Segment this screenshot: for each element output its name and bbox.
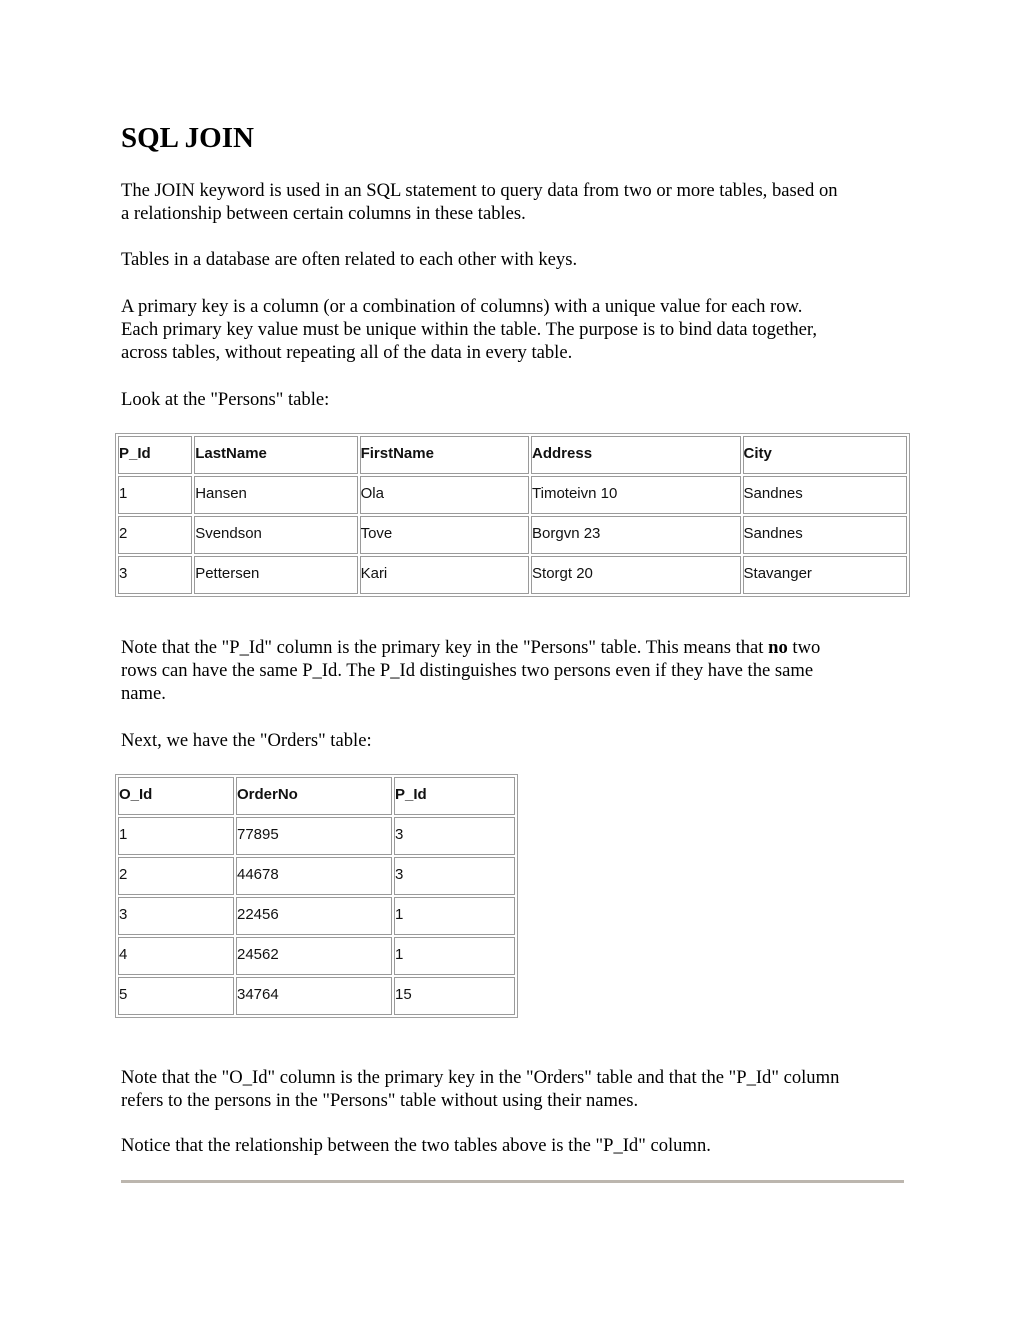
table-cell: 1: [394, 937, 515, 975]
table-row: [118, 937, 515, 975]
table-cell: Sandnes: [743, 516, 907, 554]
header-cell: FirstName: [360, 436, 529, 474]
header-cell: Address: [531, 436, 741, 474]
note-persons-line-1: [121, 636, 820, 659]
table-row: [118, 476, 907, 514]
look-persons-paragraph: Look at the "Persons" table:: [121, 389, 330, 410]
table-cell: Borgvn 23: [531, 516, 741, 554]
note-persons-line-3: name.: [121, 683, 166, 704]
table-cell: Tove: [360, 516, 529, 554]
table-cell: Hansen: [194, 476, 357, 514]
emphasis-no: no: [768, 637, 788, 658]
table-cell: Storgt 20: [531, 556, 741, 594]
table-row: [118, 977, 515, 1015]
note-orders-paragraph: [121, 1066, 839, 1112]
table-row: [118, 857, 515, 895]
horizontal-divider: [121, 1180, 904, 1183]
keys-paragraph: Tables in a database are often related to each other with keys.: [121, 249, 578, 270]
notice-paragraph: Notice that the relationship between the two tables above is the "P_Id" column.: [121, 1135, 711, 1156]
table-cell: 3: [118, 556, 192, 594]
table-cell: Timoteivn 10: [531, 476, 741, 514]
primary-key-paragraph: [121, 295, 817, 364]
primary-key-line-1: A primary key is a column (or a combination of columns) with a unique value for each row.: [121, 296, 803, 317]
header-cell: O_Id: [118, 777, 234, 815]
table-cell: 34764: [236, 977, 392, 1015]
note-persons-text-tail: two: [787, 637, 821, 658]
table-cell: Sandnes: [743, 476, 907, 514]
table-cell: 2: [118, 516, 192, 554]
primary-key-line-3: across tables, without repeating all of the data in every table.: [121, 342, 573, 363]
table-cell: 1: [118, 476, 192, 514]
table-cell: 2: [118, 857, 234, 895]
table-cell: 3: [394, 857, 515, 895]
header-cell: P_Id: [394, 777, 515, 815]
table-cell: 4: [118, 937, 234, 975]
table-row: [118, 516, 907, 554]
primary-key-line-2: Each primary key value must be unique within the table. The purpose is to bind data together,: [121, 319, 817, 340]
table-cell: Kari: [360, 556, 529, 594]
table-cell: 3: [118, 897, 234, 935]
intro-paragraph: [121, 179, 838, 225]
table-cell: 1: [118, 817, 234, 855]
table-cell: 3: [394, 817, 515, 855]
note-orders-line-2: refers to the persons in the "Persons" table without using their names.: [121, 1090, 639, 1111]
table-cell: Pettersen: [194, 556, 357, 594]
header-cell: OrderNo: [236, 777, 392, 815]
orders-table: [115, 774, 518, 1018]
persons-table: [115, 433, 910, 597]
intro-line-1: The JOIN keyword is used in an SQL statement to query data from two or more tables, based on: [121, 180, 838, 201]
table-row: [118, 556, 907, 594]
note-orders-line-1: Note that the "O_Id" column is the primary key in the "Orders" table and that the "P_Id" column: [121, 1067, 840, 1088]
table-cell: 22456: [236, 897, 392, 935]
table-cell: 5: [118, 977, 234, 1015]
table-cell: 24562: [236, 937, 392, 975]
table-cell: Svendson: [194, 516, 357, 554]
header-cell: City: [743, 436, 907, 474]
table-row: [118, 817, 515, 855]
table-cell: Stavanger: [743, 556, 907, 594]
table-cell: 15: [394, 977, 515, 1015]
intro-line-2: a relationship between certain columns in these tables.: [121, 203, 526, 224]
table-header-row: [118, 777, 515, 815]
header-cell: P_Id: [118, 436, 192, 474]
table-row: [118, 897, 515, 935]
table-cell: 77895: [236, 817, 392, 855]
next-orders-paragraph: Next, we have the "Orders" table:: [121, 730, 372, 751]
table-cell: 44678: [236, 857, 392, 895]
header-cell: LastName: [194, 436, 357, 474]
note-persons-text: Note that the "P_Id" column is the primary key in the "Persons" table. This means that: [121, 637, 769, 658]
note-persons-paragraph: [121, 636, 820, 705]
table-cell: 1: [394, 897, 515, 935]
table-header-row: [118, 436, 907, 474]
page-title: SQL JOIN: [121, 122, 254, 154]
table-cell: Ola: [360, 476, 529, 514]
note-persons-line-2: rows can have the same P_Id. The P_Id distinguishes two persons even if they have the same: [121, 660, 814, 681]
